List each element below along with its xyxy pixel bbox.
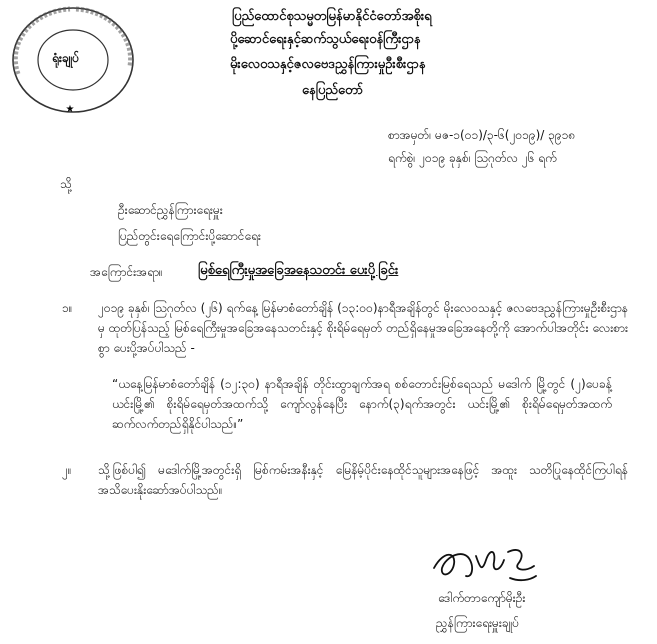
letterhead-line-2: ပို့ဆောင်ရေးနှင့်ဆက်သွယ်ရေးဝန်ကြီးဌာန: [230, 32, 421, 47]
paragraph-2-text: သို့ဖြစ်ပါ၍ မဒေါက်မြို့အတွင်းရှိ မြစ်ကမ်းအနီးနှင့် မြေနိမ့်ပိုင်းနေထိုင်သူများအနေဖြင့် အထူး သတိပြုနေထိုင်ကြပါရန် အသိပေးနိုးဆော်အပ်ပါသည်။: [98, 463, 628, 497]
addressee-title: ဦးဆောင်ညွှန်ကြားရေးမှူး: [118, 203, 223, 217]
letterhead-line-3: မိုးလေဝသနှင့်ဇလဗေဒညွှန်ကြားမှုဦးစီးဌာန: [230, 57, 426, 72]
paragraph-2-number: ၂။: [62, 463, 72, 477]
signatory-name: ဒေါက်တာကျော်မိုးဦး: [438, 591, 526, 605]
subject-text: မြစ်ရေကြီးမှုအခြေအနေသတင်း ပေးပို့ခြင်း: [198, 263, 399, 278]
handwritten-signature: [430, 538, 540, 590]
office-seal: [8, 4, 138, 116]
paragraph-1-number: ၁။: [62, 301, 73, 315]
addressee-office: ပြည်တွင်းရေကြောင်းပို့ဆောင်ရေး: [118, 229, 261, 243]
to-label: သို့: [60, 177, 72, 191]
quoted-flood-bulletin: “ယနေ့မြန်မာစံတော်ချိန် (၁၂:၃၀) နာရီအချိန် တိုင်းထွာချက်အရ စစ်တောင်းမြစ်ရေသည် မဒေါက် မြို့တွင် (၂)ပေခန့် ယင်းမြို့၏ စိုးရိမ်ရေမှတ်အထက်သို့ ကျော်လွန်နေပြီး နောက်(၃)ရက်အတွင်း ယင်းမြို့၏ စိုးရိမ်ရေမှတ်အထက် ဆက်လက်တည်ရှိနိုင်ပါသည်။”: [112, 377, 612, 431]
paragraph-1-text: ၂၀၁၉ ခုနှစ်၊ ဩဂုတ်လ (၂၆) ရက်နေ့ မြန်မာစံတော်ချိန် (၁၃:၀၀)နာရီအချိန်တွင် မိုးလေဝသနှင့် ဇလဗေဒညွှန်ကြားမှုဦးစီးဌာနမှ ထုတ်ပြန်သည့် မြစ်ရေကြီးမှုအခြေအနေသတင်းနှင့် စိုးရိမ်ရေမှတ် တည်ရှိနေမှုအခြေအနေတို့ကို အောက်ပါအတိုင်း လေးစားစွာ ပေးပို့အပ်ပါသည် -: [98, 301, 628, 355]
reference-date: ရက်စွဲ၊ ၂၀၁၉ ခုနှစ်၊ ဩဂုတ်လ ၂၆ ရက်: [388, 151, 557, 165]
letterhead-line-1: ပြည်ထောင်စုသမ္မတမြန်မာနိုင်ငံတော်အစိုးရ: [232, 9, 432, 24]
svg-text:★: ★: [65, 104, 75, 115]
signatory-title: ညွှန်ကြားရေးမှူးချုပ်: [436, 616, 520, 630]
seal-center-text: ရုံးချုပ်: [52, 51, 80, 65]
reference-number: စာအမှတ်၊ မဇ-၁(၀၁)/၃-၆(၂၀၁၉)/ ၃၉၁၈: [388, 128, 576, 142]
subject-label: အကြောင်းအရာ။: [90, 265, 163, 279]
letterhead-line-4: နေပြည်တော်: [302, 83, 364, 98]
